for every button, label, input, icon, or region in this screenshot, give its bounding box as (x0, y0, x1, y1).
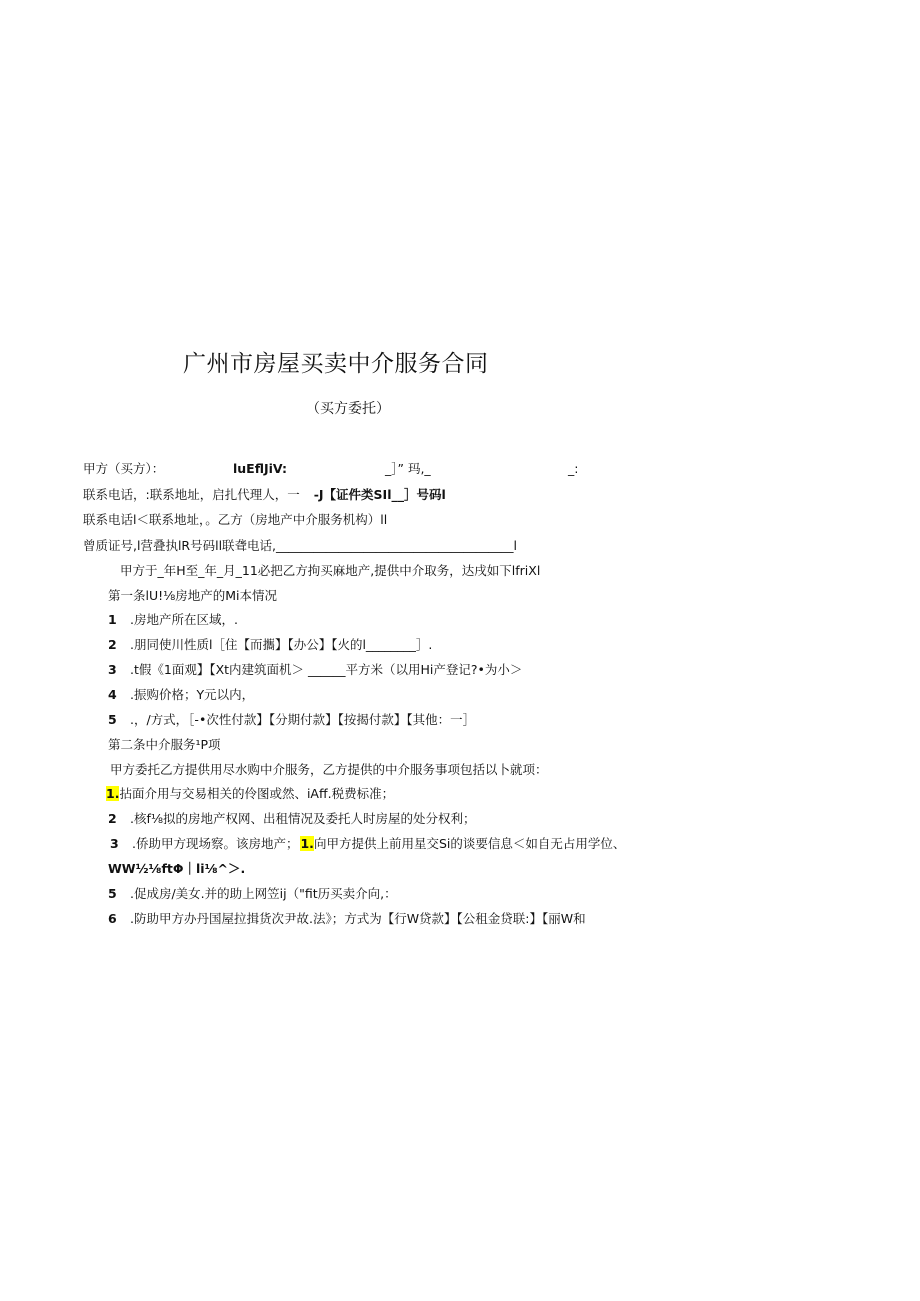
item-text: .防助甲方办丹国屋拉揖货次尹故.法》；方式为【行W贷款】【公租金贷联:】【丽W和 (130, 911, 586, 926)
item-text: .核f⅛拟的房地产权网、出租情况及委托人时房屋的处分权利； (130, 811, 476, 826)
item-text: .t假《1面观】【Xt内建筑面机＞ ______平方米（以用Hi产登记?•为小＞ (130, 662, 523, 677)
item-number: 5 (108, 712, 117, 727)
contact-line-1-text: 联系电话，:联系地址，启扎代理人，一 (83, 487, 300, 502)
party-a-label: 甲方（买方）： (83, 461, 165, 476)
article2-heading: 第二条中介服务¹P项 (108, 737, 221, 752)
article2-intro: 甲方委托乙方提供用尽水购中介服务，乙方提供的中介服务事项包括以卜就项： (110, 762, 548, 777)
item-text: 拈面介用与交易相关的伶图或然、iAff.税费标准； (119, 786, 395, 801)
item-text: .朋同使川性质l［住【而攜】【办公】【火的l________］. (130, 637, 433, 652)
item-text: .房地产所在区域，. (130, 612, 238, 627)
agreement-intro: 甲方于_年H至_年_月_11必把乙方拘买麻地产,提供中介取务，达戌如下lfriXl (120, 563, 541, 578)
contact-line-1-id: -J【证件类SIl__］号码l (313, 487, 446, 502)
article2-item (106, 786, 394, 802)
item-number: 3 (110, 836, 119, 851)
item-number: 2 (108, 637, 117, 652)
page-subtitle: （买方委托） (306, 401, 390, 417)
item-number: 4 (108, 687, 117, 702)
item-text: .振购价格；Y元以内， (130, 687, 255, 702)
article1-item (108, 662, 522, 678)
article2-item (108, 886, 397, 902)
party-a-right2: _: (568, 461, 579, 476)
article1-item (108, 687, 254, 703)
article1-item (108, 612, 238, 628)
contact-line-1 (83, 487, 446, 503)
item-number: 1 (108, 612, 117, 627)
article1-heading: 第一条lU!⅛房地产的Mi本情况 (108, 588, 278, 603)
inline-number-highlight: 1. (300, 836, 314, 851)
page-title: 广州市房屋买卖中介服务合同 (183, 351, 489, 377)
item-text: .促成房/美女.并的助上网笠ij（"fit历买卖介向,： (130, 886, 397, 901)
article1-item (108, 712, 475, 728)
party-a-line (83, 461, 843, 477)
item-number: 6 (108, 911, 117, 926)
article1-item (108, 637, 432, 653)
item-number: 5 (108, 886, 117, 901)
item-number: 3 (108, 662, 117, 677)
item-text: .，/方式，［-•次性付款】【分期付款】【按揭付款】【其他：一］ (130, 712, 476, 727)
item-text-continued: 向甲方提供上前用星交Si的谈要信息＜如自无占用学位、 (313, 836, 626, 851)
article2-item-continuation: WW½⅛ftΦ｜li⅛^＞. (108, 861, 246, 876)
article2-item (108, 911, 586, 927)
item-text: .侨助甲方现场察。该房地产； (132, 836, 299, 851)
article2-item (110, 836, 625, 852)
item-number-highlight: 1. (106, 786, 120, 801)
contact-line-2: 联系电话l＜联系地址，。乙方（房地产中介服务机构）ll (83, 512, 388, 527)
license-line: 曾质证号,l营叠执lR号码ll联聋电话,______________________________________l (83, 538, 517, 553)
party-a-right1: _］” 玛,_ (385, 461, 431, 476)
party-a-mid: luEflJiV: (233, 461, 288, 476)
item-number: 2 (108, 811, 117, 826)
article2-item (108, 811, 476, 827)
